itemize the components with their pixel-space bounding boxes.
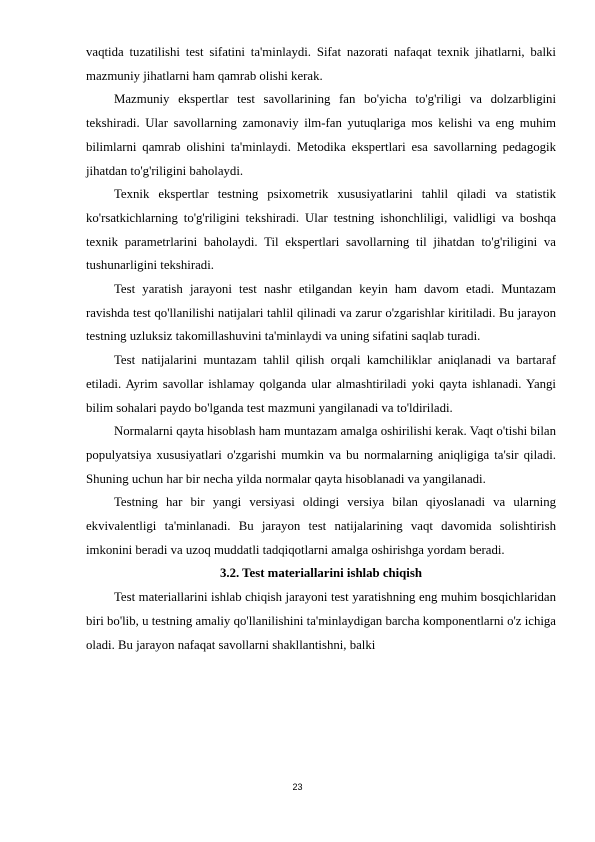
page-content xyxy=(86,41,556,657)
paragraph: Test natijalarini muntazam tahlil qilish orqali kamchiliklar aniqlanadi va bartaraf etiladi. Ayrim savollar ishlamay qolganda ular almashtiriladi yoki qayta ishlanadi. Yangi bilim sohalari paydo bo'lganda test mazmuni yangilanadi va to'ldiriladi. xyxy=(86,353,556,415)
paragraph: Texnik ekspertlar testning psixometrik xususiyatlarini tahlil qiladi va statistik ko'rsatkichlarning to'g'riligini tekshiradi. Ular testning ishonchliligi, validligi va boshqa texnik parametrlarini baholaydi. Til ekspertlari savollarning til jihatdan to'g'riligini va tushunarligini tekshiradi. xyxy=(86,187,556,273)
section-heading: 3.2. Test materiallarini ishlab chiqish xyxy=(220,566,422,581)
paragraph: Test yaratish jarayoni test nashr etilgandan keyin ham davom etadi. Muntazam ravishda test qo'llanilishi natijalari tahlil qilinadi va zarur o'zgarishlar kiritiladi. Bu jarayon testning uzluksiz takomillashuvini ta'minlaydi va uning sifatini saqlab turadi. xyxy=(86,282,556,344)
paragraph: Mazmuniy ekspertlar test savollarining fan bo'yicha to'g'riligi va dolzarbligini tekshiradi. Ular savollarning zamonaviy ilm-fan yutuqlariga mos kelishi va eng muhim bilimlarni qamrab olishini ta'minlaydi. Metodika ekspertlari esa savollarning pedagogik jihatdan to'g'riligini baholaydi. xyxy=(86,92,556,178)
page-number: 23 xyxy=(292,782,303,792)
paragraph: Testning har bir yangi versiyasi oldingi versiya bilan qiyoslanadi va ularning ekvivalentligi ta'minlanadi. Bu jarayon test natijalarining vaqt davomida solishtirish imkonini beradi va uzoq muddatli tadqiqotlarni amalga oshirishga yordam beradi. xyxy=(86,495,556,557)
paragraph: vaqtida tuzatilishi test sifatini ta'minlaydi. Sifat nazorati nafaqat texnik jihatlarni, balki mazmuniy jihatlarni ham qamrab olishi kerak. xyxy=(86,45,556,83)
paragraph: Test materiallarini ishlab chiqish jarayoni test yaratishning eng muhim bosqichlaridan biri bo'lib, u testning amaliy qo'llanilishini ta'minlaydigan barcha komponentlarni o'z ichiga oladi. Bu jarayon nafaqat savollarni shakllantishni, balki xyxy=(86,590,556,652)
paragraph: Normalarni qayta hisoblash ham muntazam amalga oshirilishi kerak. Vaqt o'tishi bilan populyatsiya xususiyatlari o'zgarishi mumkin va bu normalarning aniqligiga ta'sir qiladi. Shuning uchun har bir necha yilda normalar qayta hisoblanadi va yangilanadi. xyxy=(86,424,556,486)
